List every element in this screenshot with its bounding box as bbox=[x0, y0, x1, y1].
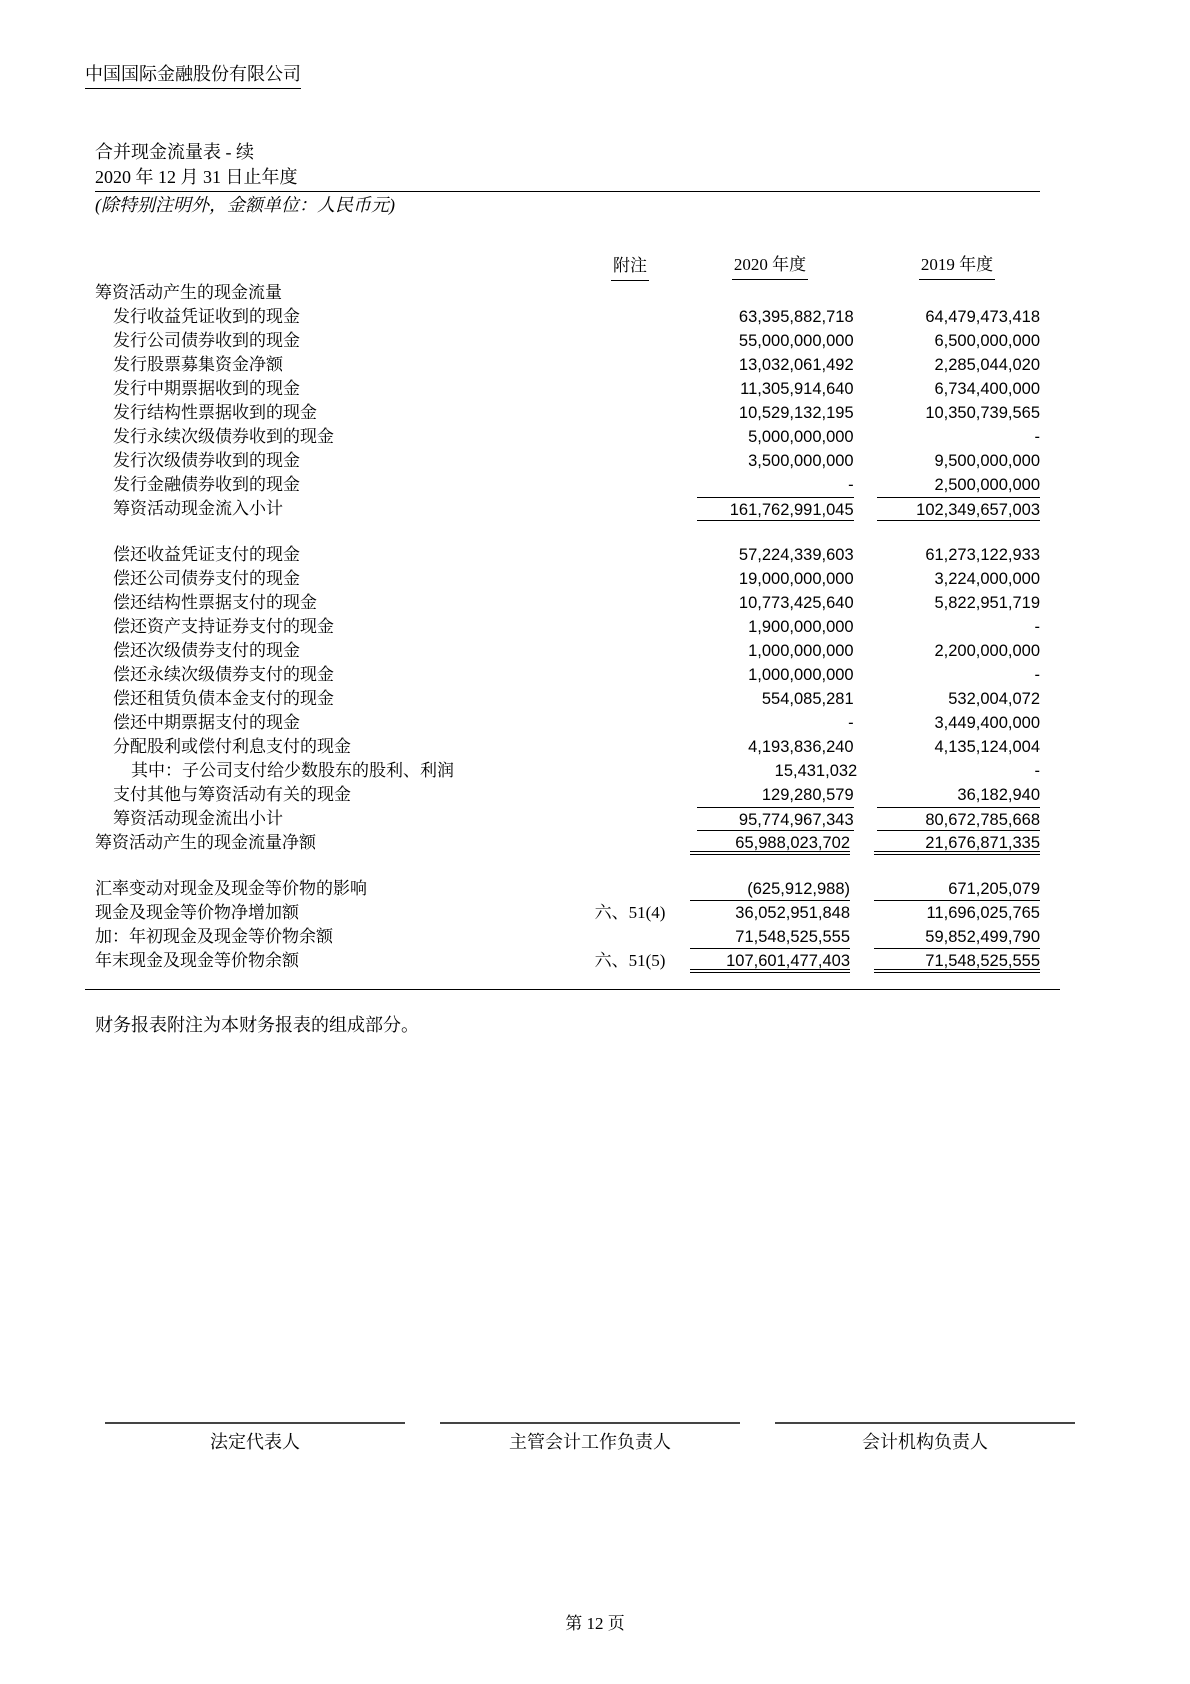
column-gap bbox=[854, 807, 878, 831]
value-2019: - bbox=[1034, 428, 1041, 446]
table-row bbox=[95, 305, 1040, 329]
row-label: 汇率变动对现金及现金等价物的影响 bbox=[95, 879, 367, 898]
value-2019: 9,500,000,000 bbox=[934, 452, 1041, 470]
value-2019 bbox=[874, 281, 1040, 305]
row-note bbox=[570, 925, 690, 949]
value-2020 bbox=[690, 281, 850, 305]
page-number: 第 12 页 bbox=[565, 1614, 625, 1633]
value-2020: 10,529,132,195 bbox=[738, 404, 854, 422]
value-2020: 107,601,477,403 bbox=[690, 949, 850, 973]
row-label: 现金及现金等价物净增加额 bbox=[95, 903, 299, 922]
row-note bbox=[588, 759, 703, 783]
value-2020: 57,224,339,603 bbox=[738, 546, 854, 564]
row-note bbox=[579, 615, 697, 639]
value-2019: 71,548,525,555 bbox=[874, 949, 1040, 973]
value-2020: (625,912,988) bbox=[690, 877, 850, 901]
notes-footnote: 财务报表附注为本财务报表的组成部分。 bbox=[95, 1015, 419, 1035]
row-label: 筹资活动现金流入小计 bbox=[113, 499, 283, 518]
value-2020: 19,000,000,000 bbox=[738, 570, 854, 588]
statement-title: 合并现金流量表 - 续 bbox=[95, 142, 254, 162]
row-note bbox=[579, 425, 697, 449]
column-gap bbox=[854, 497, 878, 521]
row-note bbox=[579, 567, 697, 591]
value-2020: 15,431,032 bbox=[774, 762, 858, 780]
row-label: 其中：子公司支付给少数股东的股利、利润 bbox=[131, 761, 454, 780]
column-gap bbox=[854, 449, 878, 473]
value-2020: 129,280,579 bbox=[761, 786, 854, 804]
col-header-2020: 2020 年度 bbox=[690, 253, 850, 281]
table-spacer bbox=[95, 521, 1040, 543]
table-row bbox=[95, 329, 1040, 353]
value-2019: 2,285,044,020 bbox=[934, 356, 1041, 374]
value-2019: 2,500,000,000 bbox=[934, 476, 1041, 494]
table-row bbox=[95, 949, 1040, 973]
row-note bbox=[579, 735, 697, 759]
value-2019: 61,273,122,933 bbox=[925, 546, 1041, 564]
signature-line bbox=[440, 1422, 740, 1424]
company-name: 中国国际金融股份有限公司 bbox=[85, 62, 301, 89]
value-2019: 4,135,124,004 bbox=[934, 738, 1041, 756]
value-2019: 21,676,871,335 bbox=[874, 831, 1040, 855]
value-2019: 3,224,000,000 bbox=[934, 570, 1041, 588]
table-row bbox=[95, 735, 1040, 759]
row-note bbox=[570, 877, 690, 901]
row-note bbox=[579, 663, 697, 687]
row-label: 发行股票募集资金净额 bbox=[113, 355, 283, 374]
value-2019: 2,200,000,000 bbox=[934, 642, 1041, 660]
column-gap bbox=[854, 473, 878, 497]
column-gap bbox=[857, 759, 880, 783]
column-gap bbox=[854, 377, 878, 401]
value-2020: 55,000,000,000 bbox=[738, 332, 854, 350]
signature-legal-representative: 法定代表人 bbox=[105, 1422, 405, 1454]
row-label: 分配股利或偿付利息支付的现金 bbox=[113, 737, 351, 756]
table-row bbox=[95, 831, 1040, 855]
row-label: 偿还租赁负债本金支付的现金 bbox=[113, 689, 334, 708]
column-gap bbox=[854, 591, 878, 615]
row-label: 发行收益凭证收到的现金 bbox=[113, 307, 300, 326]
value-2019: 532,004,072 bbox=[948, 690, 1041, 708]
value-2019: 671,205,079 bbox=[874, 877, 1040, 901]
column-gap bbox=[854, 783, 878, 807]
value-2020: 161,762,991,045 bbox=[697, 497, 854, 521]
row-label: 加：年初现金及现金等价物余额 bbox=[95, 927, 333, 946]
row-note bbox=[579, 807, 697, 831]
row-label: 发行公司债券收到的现金 bbox=[113, 331, 300, 350]
row-label: 支付其他与筹资活动有关的现金 bbox=[113, 785, 351, 804]
value-2019: 59,852,499,790 bbox=[874, 925, 1040, 949]
table-row bbox=[95, 807, 1040, 831]
value-2019: 36,182,940 bbox=[957, 786, 1041, 804]
row-note bbox=[579, 687, 697, 711]
column-gap bbox=[850, 877, 874, 901]
signature-block bbox=[105, 1422, 1075, 1454]
value-2020: 65,988,023,702 bbox=[690, 831, 850, 855]
row-label: 偿还公司债券支付的现金 bbox=[113, 569, 300, 588]
value-2020: 10,773,425,640 bbox=[738, 594, 854, 612]
value-2020: 71,548,525,555 bbox=[690, 925, 850, 949]
column-gap bbox=[854, 639, 878, 663]
row-note bbox=[579, 783, 697, 807]
value-2019: 3,449,400,000 bbox=[934, 714, 1041, 732]
row-note bbox=[579, 591, 697, 615]
value-2019: 6,500,000,000 bbox=[934, 332, 1041, 350]
column-gap bbox=[854, 305, 878, 329]
row-note: 六、51(5) bbox=[594, 951, 666, 970]
signature-chief-accounting-officer: 主管会计工作负责人 bbox=[440, 1422, 740, 1454]
table-row bbox=[95, 353, 1040, 377]
table-row bbox=[95, 425, 1040, 449]
table-end-rule bbox=[85, 989, 1060, 990]
row-label: 偿还收益凭证支付的现金 bbox=[113, 545, 300, 564]
currency-unit-note: (除特别注明外，金额单位：人民币元) bbox=[95, 195, 395, 215]
table-row bbox=[95, 925, 1040, 949]
value-2020: 3,500,000,000 bbox=[748, 452, 854, 470]
column-gap bbox=[854, 353, 878, 377]
table-row bbox=[95, 639, 1040, 663]
row-label: 发行次级债券收到的现金 bbox=[113, 451, 300, 470]
row-note bbox=[579, 449, 697, 473]
value-2019: 5,822,951,719 bbox=[934, 594, 1041, 612]
row-note bbox=[579, 353, 697, 377]
column-gap bbox=[854, 401, 878, 425]
table-row bbox=[95, 615, 1040, 639]
row-note bbox=[579, 329, 697, 353]
value-2019: 102,349,657,003 bbox=[877, 497, 1040, 521]
row-note bbox=[570, 831, 690, 855]
column-gap bbox=[854, 711, 878, 735]
value-2020: 36,052,951,848 bbox=[735, 904, 850, 922]
value-2019: 64,479,473,418 bbox=[925, 308, 1041, 326]
row-note bbox=[579, 305, 697, 329]
value-2019: - bbox=[1034, 666, 1041, 684]
value-2020: 4,193,836,240 bbox=[748, 738, 854, 756]
value-2019: - bbox=[1034, 618, 1041, 636]
statement-period: 2020 年 12 月 31 日止年度 bbox=[95, 165, 1040, 192]
table-row bbox=[95, 687, 1040, 711]
value-2020: 63,395,882,718 bbox=[738, 308, 854, 326]
table-row bbox=[95, 591, 1040, 615]
table-row bbox=[95, 449, 1040, 473]
column-gap bbox=[854, 687, 878, 711]
col-header-note: 附注 bbox=[570, 254, 690, 281]
table-row bbox=[95, 901, 1040, 925]
row-note bbox=[579, 639, 697, 663]
table-row bbox=[95, 663, 1040, 687]
column-gap bbox=[854, 735, 878, 759]
row-note: 六、51(4) bbox=[594, 903, 666, 922]
row-note bbox=[579, 711, 697, 735]
table-row bbox=[95, 759, 1040, 783]
table-row bbox=[95, 401, 1040, 425]
value-2020: 5,000,000,000 bbox=[748, 428, 854, 446]
table-row bbox=[95, 377, 1040, 401]
column-gap bbox=[854, 567, 878, 591]
value-2020: 1,000,000,000 bbox=[748, 666, 854, 684]
column-gap bbox=[854, 615, 878, 639]
table-row bbox=[95, 543, 1040, 567]
value-2019: 11,696,025,765 bbox=[926, 904, 1040, 922]
value-2020: 13,032,061,492 bbox=[738, 356, 854, 374]
row-note bbox=[579, 401, 697, 425]
signature-line bbox=[105, 1422, 405, 1424]
row-label: 筹资活动现金流出小计 bbox=[113, 809, 283, 828]
row-label: 发行结构性票据收到的现金 bbox=[113, 403, 317, 422]
row-note bbox=[579, 473, 697, 497]
table-header-row bbox=[95, 253, 1040, 281]
value-2020: - bbox=[848, 476, 854, 494]
value-2020: 95,774,967,343 bbox=[697, 807, 854, 831]
row-label: 偿还结构性票据支付的现金 bbox=[113, 593, 317, 612]
table-row bbox=[95, 567, 1040, 591]
table-row bbox=[95, 711, 1040, 735]
table-row bbox=[95, 783, 1040, 807]
table-spacer bbox=[95, 855, 1040, 877]
row-label: 发行金融债券收到的现金 bbox=[113, 475, 300, 494]
signature-line bbox=[775, 1422, 1075, 1424]
column-gap bbox=[850, 925, 874, 949]
value-2020: 1,900,000,000 bbox=[748, 618, 854, 636]
column-gap bbox=[854, 425, 878, 449]
column-gap bbox=[854, 543, 878, 567]
row-note bbox=[579, 497, 697, 521]
table-row bbox=[95, 473, 1040, 497]
col-header-2019: 2019 年度 bbox=[874, 253, 1040, 281]
row-label: 筹资活动产生的现金流量 bbox=[95, 283, 282, 302]
cashflow-table bbox=[95, 253, 1040, 973]
value-2020: 1,000,000,000 bbox=[748, 642, 854, 660]
column-gap bbox=[850, 901, 874, 925]
row-note bbox=[570, 281, 690, 305]
table-row bbox=[95, 497, 1040, 521]
signature-accounting-department-head: 会计机构负责人 bbox=[775, 1422, 1075, 1454]
value-2020: 11,305,914,640 bbox=[740, 380, 854, 398]
row-label: 偿还中期票据支付的现金 bbox=[113, 713, 300, 732]
column-gap bbox=[854, 663, 878, 687]
table-body bbox=[95, 281, 1040, 973]
value-2019: 6,734,400,000 bbox=[934, 380, 1041, 398]
column-gap bbox=[854, 329, 878, 353]
column-gap bbox=[850, 949, 874, 973]
table-row bbox=[95, 281, 1040, 305]
value-2020: - bbox=[848, 714, 854, 732]
table-row bbox=[95, 877, 1040, 901]
value-2019: 80,672,785,668 bbox=[877, 807, 1040, 831]
row-label: 发行中期票据收到的现金 bbox=[113, 379, 300, 398]
row-label: 筹资活动产生的现金流量净额 bbox=[95, 833, 316, 852]
value-2019: 10,350,739,565 bbox=[925, 404, 1041, 422]
row-note bbox=[579, 543, 697, 567]
row-label: 偿还资产支持证券支付的现金 bbox=[113, 617, 334, 636]
value-2019: - bbox=[1034, 762, 1040, 780]
column-gap bbox=[850, 831, 874, 855]
row-label: 偿还次级债券支付的现金 bbox=[113, 641, 300, 660]
row-label: 发行永续次级债券收到的现金 bbox=[113, 427, 334, 446]
row-label: 偿还永续次级债券支付的现金 bbox=[113, 665, 334, 684]
row-label: 年末现金及现金等价物余额 bbox=[95, 951, 299, 970]
row-note bbox=[579, 377, 697, 401]
title-block bbox=[95, 139, 1040, 219]
value-2020: 554,085,281 bbox=[761, 690, 854, 708]
column-gap bbox=[850, 281, 874, 305]
